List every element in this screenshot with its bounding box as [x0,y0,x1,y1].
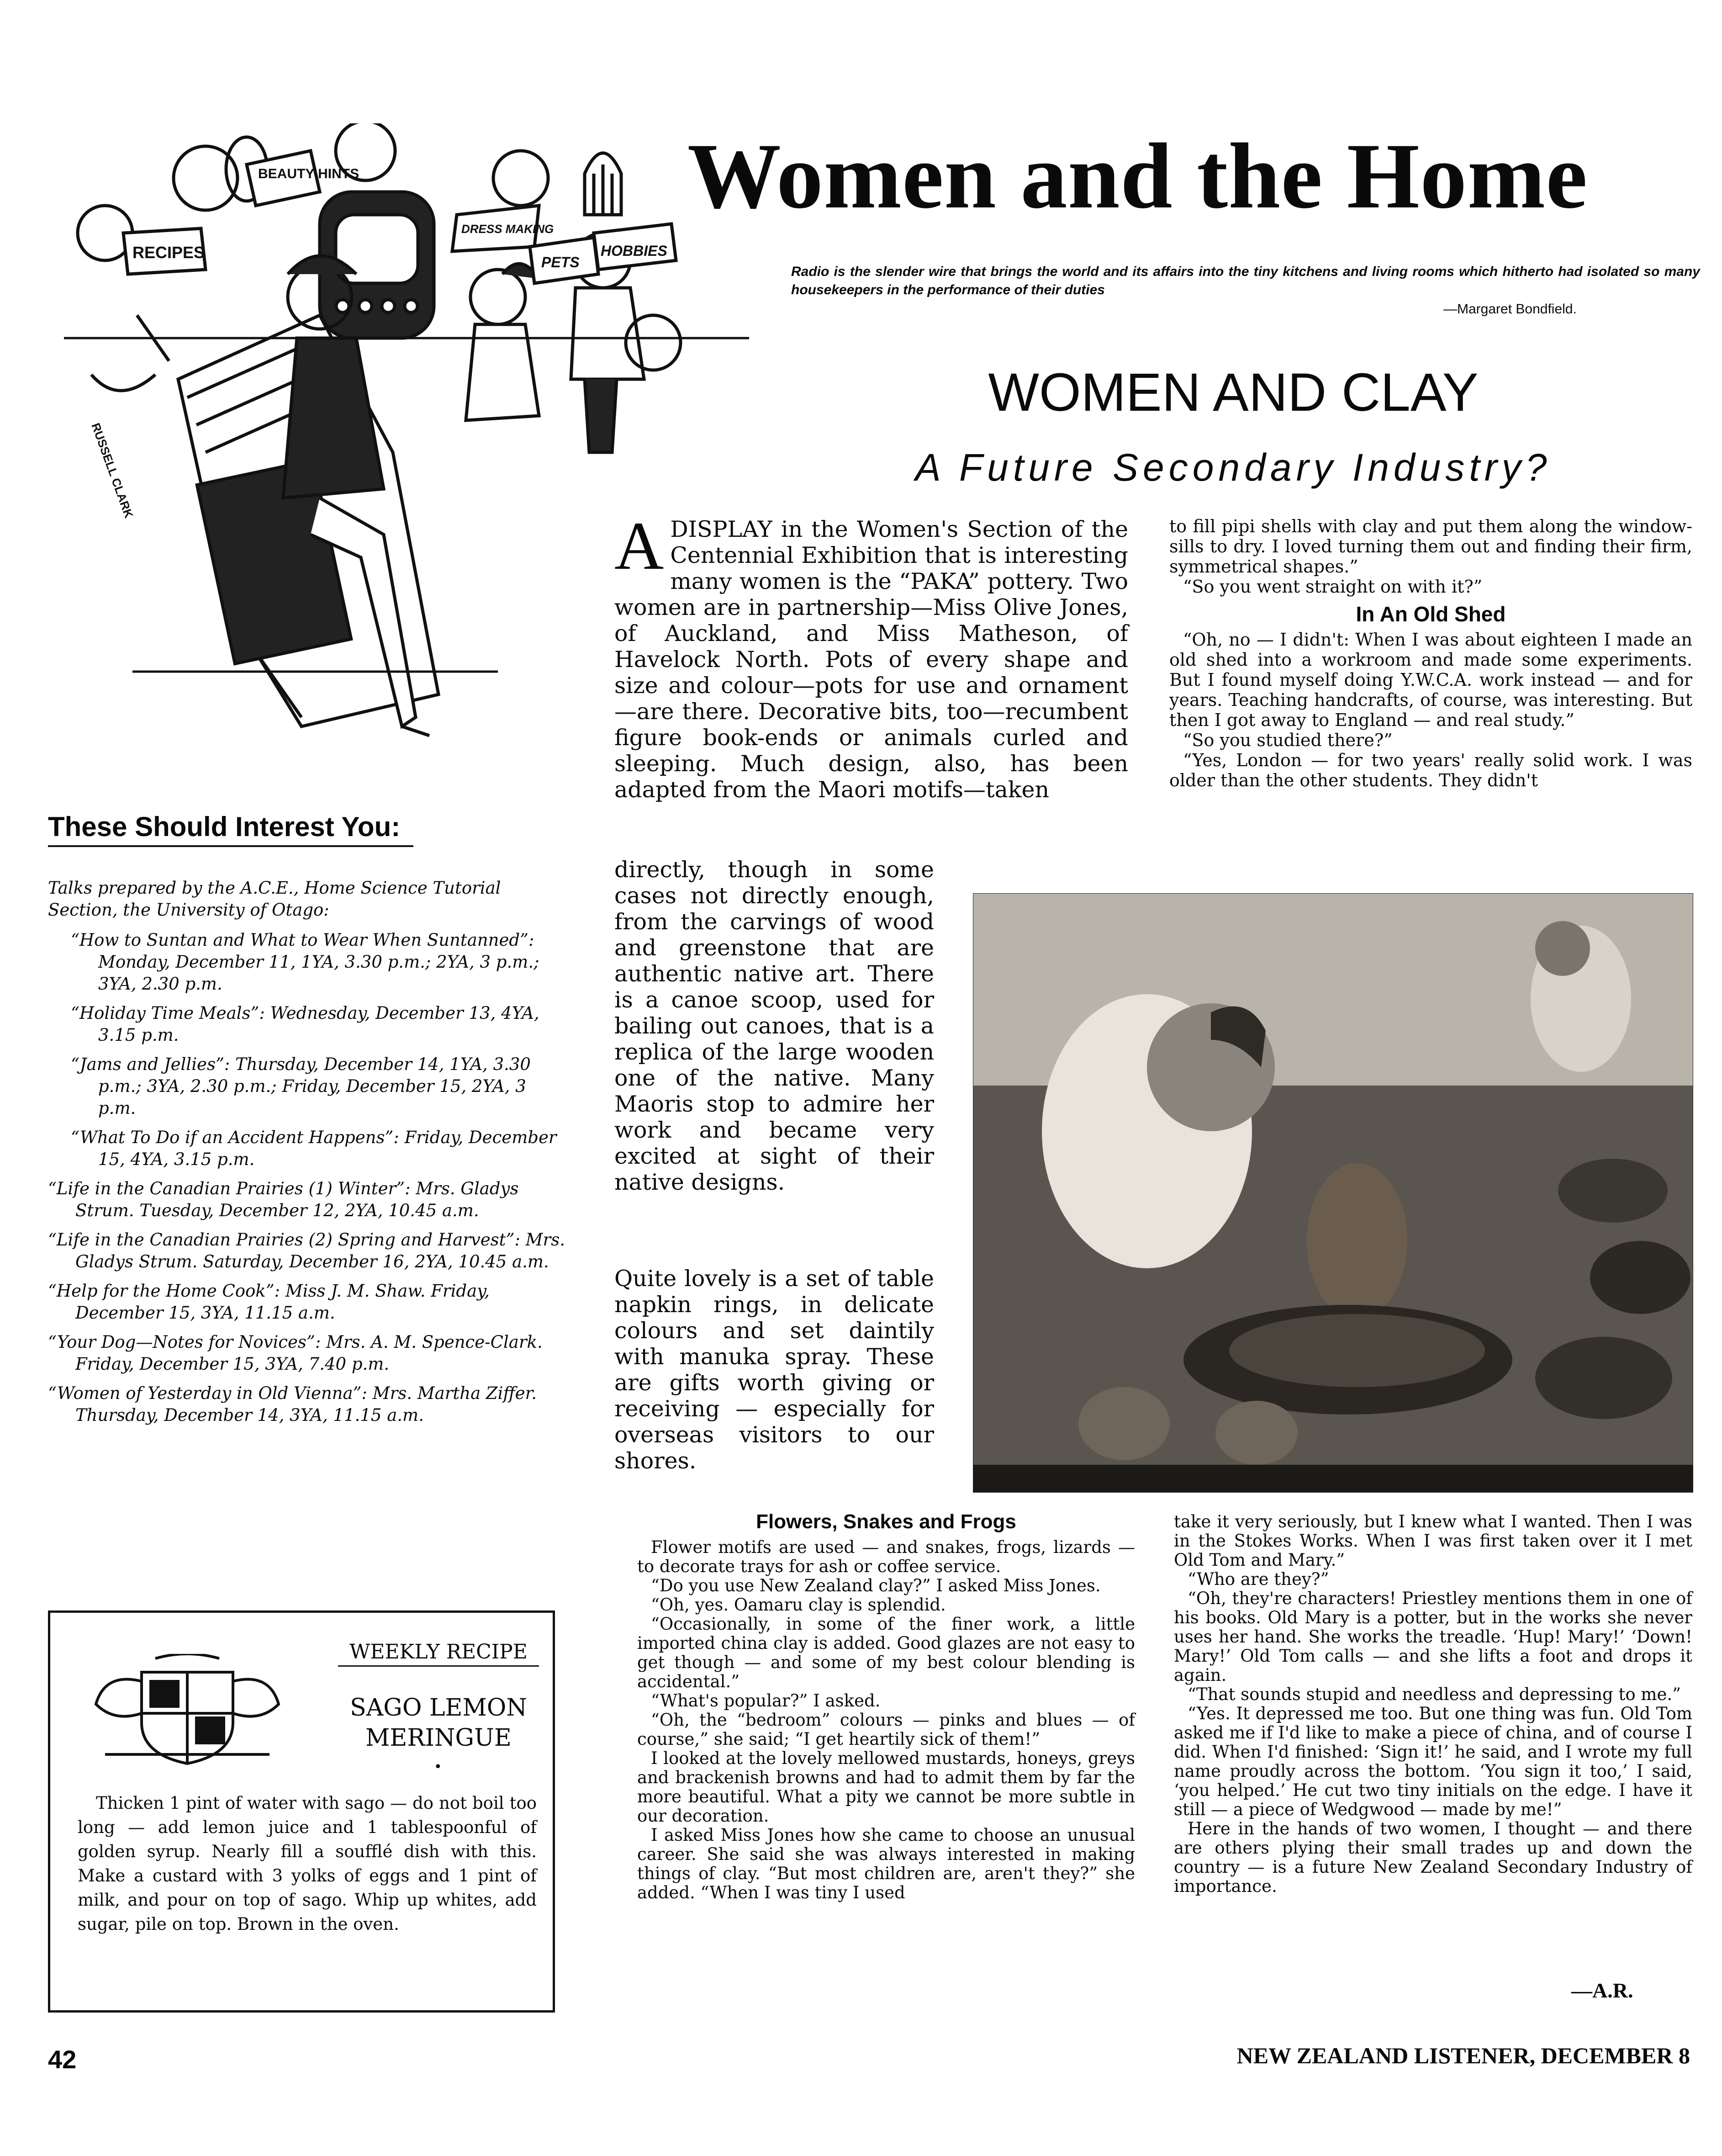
talk-item: “Jams and Jellies”: Thursday, December 14, 1YA, 3.30 p.m.; 3YA, 2.30 p.m.; Friday, December 15, 2YA, 3 p.m. [71,1054,531,1118]
talks-list [48,877,566,1434]
recipe-crest-icon [87,1654,288,1773]
paragraph: “Occasionally, in some of the finer work, a little imported china clay is added. Good glazes are not easy to get though — and some of my best colour blending is accidental.” [637,1614,1135,1691]
recipe-text: Thicken 1 pint of water with sago — do not boil too long — add lemon juice and 1 tablespoonful of golden syrup. Nearly fill a soufflé dish with this. Make a custard with 3 yolks of eggs and 1 pint of milk, and pour on top of sago. Whip up whites, add sugar, pile on top. Brown in the oven. [78,1793,537,1934]
article-right-column [1169,516,1692,790]
pottery-photo [973,893,1693,1493]
article-headline: WOMEN AND CLAY [988,362,1479,423]
paragraph: “Yes. It depressed me too. But one thing was fun. Old Tom asked me if I'd like to make a piece of china, and of course I did. When I'd finished: ‘Sign it!’ he said, and I wrote my full name proudly across the bottom. ‘You sign it too,’ I said, ‘you helped.’ He cut two tiny initials on the edge. I have it still — a piece of Wedgwood — made by me!” [1174,1704,1692,1819]
paragraph: “Do you use New Zealand clay?” I asked Miss Jones. [651,1576,1101,1595]
recipe-title: SAGO LEMON MERINGUE [350,1694,527,1752]
sign-recipes: RECIPES [132,243,205,262]
recipe-bullet: • [434,1759,442,1775]
paragraph: take it very seriously, but I knew what I wanted. Then I was in the Stokes Works. When I was first taken over it I met Old Tom and Mary.” [1174,1512,1692,1570]
article-subheadline: A Future Secondary Industry? [915,446,1552,489]
article-paragraph-napkin-rings: Quite lovely is a set of table napkin rings, in delicate colours and set daintily with manuka spray. These are gifts worth giving or receiving — especially for overseas visitors to our shores. [614,1266,934,1474]
talk-item: “Women of Yesterday in Old Vienna”: Mrs. Martha Ziffer. Thursday, December 14, 3YA, 11.15 a.m. [48,1383,537,1425]
talk-item: “Your Dog—Notes for Novices”: Mrs. A. M. Spence-Clark. Friday, December 15, 3YA, 7.40 p.m. [48,1332,543,1374]
talk-item: “Holiday Time Meals”: Wednesday, December 13, 4YA, 3.15 p.m. [71,1003,539,1045]
section-title-old-shed: In An Old Shed [1356,602,1506,626]
recipe-label: WEEKLY RECIPE [338,1640,539,1667]
article-middle-column [637,1512,1135,1902]
article-lead-text: DISPLAY in the Women's Section of the Centennial Exhibition that is interesting many women is the “PAKA” pottery. Two women are in partnership—Miss Olive Jones, of Auckland, and Miss Matheson, of Havelock North. Pots of every shape and size and colour—pots for use and ornament—are there. Decorative bits, too—recumbent figure book-ends or animals curled and sleeping. Much design, also, has been adapted from the Maori motifs—taken [614,516,1128,803]
paragraph: Flower motifs are used — and snakes, frogs, lizards — to decorate trays for ash or coffee service. [637,1537,1135,1576]
paragraph: Here in the hands of two women, I thought — and there are others plying their small trades up and down the country — is a future New Zealand Secondary Industry of importance. [1174,1819,1692,1896]
drop-cap: A [614,508,664,584]
paragraph: I looked at the lovely mellowed mustards, honeys, greys and brackenish browns and had to admit them by far the more beautiful. What a pity we cannot be more subtle in our decoration. [637,1748,1135,1826]
sign-dressmaking: DRESS MAKING [461,222,554,236]
paragraph: “So you went straight on with it?” [1183,577,1483,597]
paragraph: to fill pipi shells with clay and put them along the window-sills to dry. I loved turning them out and finding their firm, symmetrical shapes.” [1169,516,1692,577]
paragraph: “What's popular?” I asked. [651,1691,881,1711]
paragraph: “So you studied there?” [1183,730,1393,750]
paragraph: “Who are they?” [1188,1569,1329,1589]
section-title-flowers: Flowers, Snakes and Frogs [756,1510,1016,1533]
sign-hobbies: HOBBIES [601,243,667,259]
talk-item: “What To Do if an Accident Happens”: Friday, December 15, 4YA, 3.15 p.m. [71,1128,557,1169]
article-lead-continued: directly, though in some cases not directly enough, from the carvings of wood and greenstone that are authentic native art. There is a canoe scoop, used for bailing out canoes, that is a replica of the large wooden one of the native. Many Maoris stop to admire her work and became very excited at sight of their native designs. [614,857,934,1195]
paragraph: “Yes, London — for two years' really solid work. I was older than the other students. They didn't [1169,750,1692,790]
masthead-title: Women and the Home [687,124,1588,228]
sign-pets: PETS [541,254,580,270]
article-right-column-lower [1174,1512,1692,1896]
sidebar-heading: These Should Interest You: [48,811,413,847]
talk-item: “Life in the Canadian Prairies (2) Spring and Harvest”: Mrs. Gladys Strum. Saturday, December 16, 2YA, 10.45 a.m. [48,1230,565,1271]
paragraph: “Oh, the “bedroom” colours — pinks and blues — of course,” she said; “I get heartily sick of them!” [637,1710,1135,1749]
author-initials: —A.R. [1571,1979,1633,2002]
epigraph-attribution: —Margaret Bondfield. [1443,302,1577,317]
epigraph: Radio is the slender wire that brings the world and its affairs into the tiny kitchens and living rooms which hitherto had isolated so many housekeepers in the performance of their duties [791,264,1700,297]
talk-item: “Life in the Canadian Prairies (1) Winter”: Mrs. Gladys Strum. Tuesday, December 12, 2YA, 10.45 a.m. [48,1179,519,1220]
page-number: 42 [48,2045,77,2074]
publication-line: NEW ZEALAND LISTENER, DECEMBER 8 [1236,2043,1690,2068]
sign-beauty-hints: BEAUTY HINTS [258,166,359,181]
paragraph: “Oh, they're characters! Priestley mentions them in one of his books. Old Mary is a potter, but in the works she never uses her hand. She works the treadle. ‘Hup! Mary!’ ‘Down! Mary!’ Old Tom calls — and she lifts a foot and drops it again. [1174,1589,1692,1685]
paragraph: “That sounds stupid and needless and depressing to me.” [1188,1685,1681,1704]
talk-item: “Help for the Home Cook”: Miss J. M. Shaw. Friday, December 15, 3YA, 11.15 a.m. [48,1281,490,1323]
potter-at-wheel-image [973,894,1693,1492]
paragraph: I asked Miss Jones how she came to choose an unusual career. She said she was always interested in making things of clay. “But most children are, aren't they?” she added. “When I was tiny I used [637,1825,1135,1902]
talk-item: “How to Suntan and What to Wear When Suntanned”: Monday, December 11, 1YA, 3.30 p.m.; 2YA, 3 p.m.; 3YA, 2.30 p.m. [71,930,539,994]
talks-intro: Talks prepared by the A.C.E., Home Science Tutorial Section, the University of Otago: [48,878,501,920]
paragraph: “Oh, no — I didn't: When I was about eighteen I made an old shed into a workroom and made some experiments. But I found myself doing Y.W.C.A. work instead — and for years. Teaching handcrafts, of course, was interesting. But then I got away to England — and real study.” [1169,630,1692,730]
article-lead [614,508,1128,803]
artist-signature: RUSSELL CLARK [89,421,136,520]
paragraph: “Oh, yes. Oamaru clay is splendid. [651,1595,946,1615]
